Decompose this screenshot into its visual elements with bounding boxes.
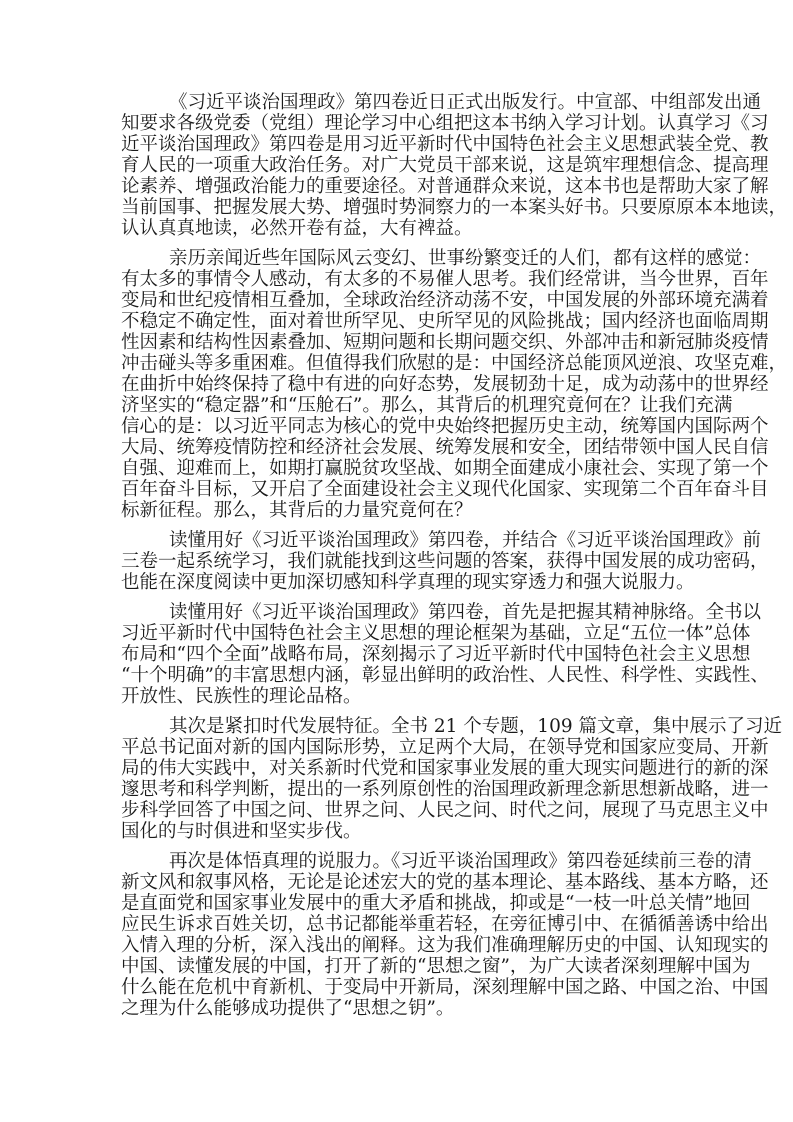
text-line: 冲击碰头等多重困难。但值得我们欣慰的是：中国经济总能顶风逆浪、攻坚克难， [121,353,788,374]
text-line: 变局和世纪疫情相互叠加，全球政治经济动荡不安，中国发展的外部环境充满着 [121,290,769,311]
text-line: 近平谈治国理政》第四卷是用习近平新时代中国特色社会主义思想武装全党、教 [121,134,769,155]
text-line: 是直面党和国家事业发展中的重大矛盾和挑战，抑或是“一枝一叶总关情”地回 [121,893,751,914]
text-line: 国化的与时俱进和坚实步伐。 [121,821,362,842]
text-line: 读懂用好《习近平谈治国理政》第四卷，并结合《习近平谈治国理政》前 [169,530,762,551]
text-line: 济坚实的“稳定器”和“压舱石”。那么，其背后的机理究竟何在？让我们充满 [121,395,733,416]
text-line: 不稳定不确定性，面对着世所罕见、史所罕见的风险挑战；国内经济也面临周期 [121,311,769,332]
text-line: 开放性、民族性的理论品格。 [121,686,362,707]
text-line: 局的伟大实践中，对关系新时代党和国家事业发展的重大现实问题进行的新的深 [121,758,769,779]
text-line: 性因素和结构性因素叠加、短期问题和长期问题交织、外部冲击和新冠肺炎疫情 [121,332,769,353]
text-line: 平总书记面对新的国内国际形势，立足两个大局，在领导党和国家应变局、开新 [121,737,769,758]
text-line: 习近平新时代中国特色社会主义思想的理论框架为基础，立足“五位一体”总体 [121,623,751,644]
text-line: 亲历亲闻近些年国际风云变幻、世事纷繁变迁的人们，都有这样的感觉： [169,248,762,269]
text-line: 当前国事、把握发展大势、增强时势洞察力的一本案头好书。只要原原本本地读， [121,197,788,218]
text-line: 其次是紧扣时代发展特征。全书 21 个专题，109 篇文章，集中展示了习近 [169,716,782,737]
text-line: 也能在深度阅读中更加深切感知科学真理的现实穿透力和强大说服力。 [121,572,695,593]
text-line: 育人民的一项重大政治任务。对广大党员干部来说，这是筑牢理想信念、提高理 [121,155,769,176]
text-line: 有太多的事情令人感动，有太多的不易催人思考。我们经常讲，当今世界，百年 [121,269,769,290]
text-line: 知要求各级党委（党组）理论学习中心组把这本书纳入学习计划。认真学习《习 [121,113,769,134]
paragraph [121,92,788,239]
paragraph [121,716,782,842]
paragraph [121,248,788,521]
text-line: 大局、统筹疫情防控和经济社会发展、统筹发展和安全，团结带领中国人民自信 [121,437,769,458]
paragraph [121,851,769,1019]
document-body [121,92,788,1028]
text-line: 步科学回答了中国之问、世界之问、人民之问、时代之问，展现了马克思主义中 [121,800,769,821]
text-line: 标新征程。那么，其背后的力量究竟何在？ [121,500,473,521]
text-line: 自强、迎难而上，如期打赢脱贫攻坚战、如期全面建成小康社会、实现了第一个 [121,458,769,479]
paragraph [121,530,769,593]
text-line: 布局和“四个全面”战略布局，深刻揭示了习近平新时代中国特色社会主义思想 [121,644,751,665]
text-line: 在曲折中始终保持了稳中有进的向好态势，发展韧劲十足，成为动荡中的世界经 [121,374,769,395]
text-line: 应民生诉求百姓关切，总书记都能举重若轻，在旁征博引中、在循循善诱中给出 [121,914,769,935]
paragraph [121,602,769,707]
text-line: 《习近平谈治国理政》第四卷近日正式出版发行。中宣部、中组部发出通 [169,92,762,113]
text-line: 入情入理的分析，深入浅出的阐释。这为我们准确理解历史的中国、认知现实的 [121,935,769,956]
text-line: 中国、读懂发展的中国，打开了新的“思想之窗”，为广大读者深刻理解中国为 [121,956,751,977]
text-line: “十个明确”的丰富思想内涵，彰显出鲜明的政治性、人民性、科学性、实践性、 [121,665,769,686]
text-line: 读懂用好《习近平谈治国理政》第四卷，首先是把握其精神脉络。全书以 [169,602,762,623]
text-line: 再次是体悟真理的说服力。《习近平谈治国理政》第四卷延续前三卷的清 [169,851,752,872]
text-line: 论素养、增强政治能力的重要途径。对普通群众来说，这本书也是帮助大家了解 [121,176,769,197]
text-line: 百年奋斗目标，又开启了全面建设社会主义现代化国家、实现第二个百年奋斗目 [121,479,769,500]
text-line: 邃思考和科学判断，提出的一系列原创性的治国理政新理念新思想新战略，进一 [121,779,769,800]
text-line: 三卷一起系统学习，我们就能找到这些问题的答案，获得中国发展的成功密码， [121,551,769,572]
text-line: 认认真真地读，必然开卷有益，大有裨益。 [121,218,473,239]
text-line: 信心的是：以习近平同志为核心的党中央始终把握历史主动，统筹国内国际两个 [121,416,769,437]
text-line: 之理为什么能够成功提供了“思想之钥”。 [121,998,455,1019]
text-line: 什么能在危机中育新机、于变局中开新局，深刻理解中国之路、中国之治、中国 [121,977,769,998]
text-line: 新文风和叙事风格，无论是论述宏大的党的基本理论、基本路线、基本方略，还 [121,872,769,893]
